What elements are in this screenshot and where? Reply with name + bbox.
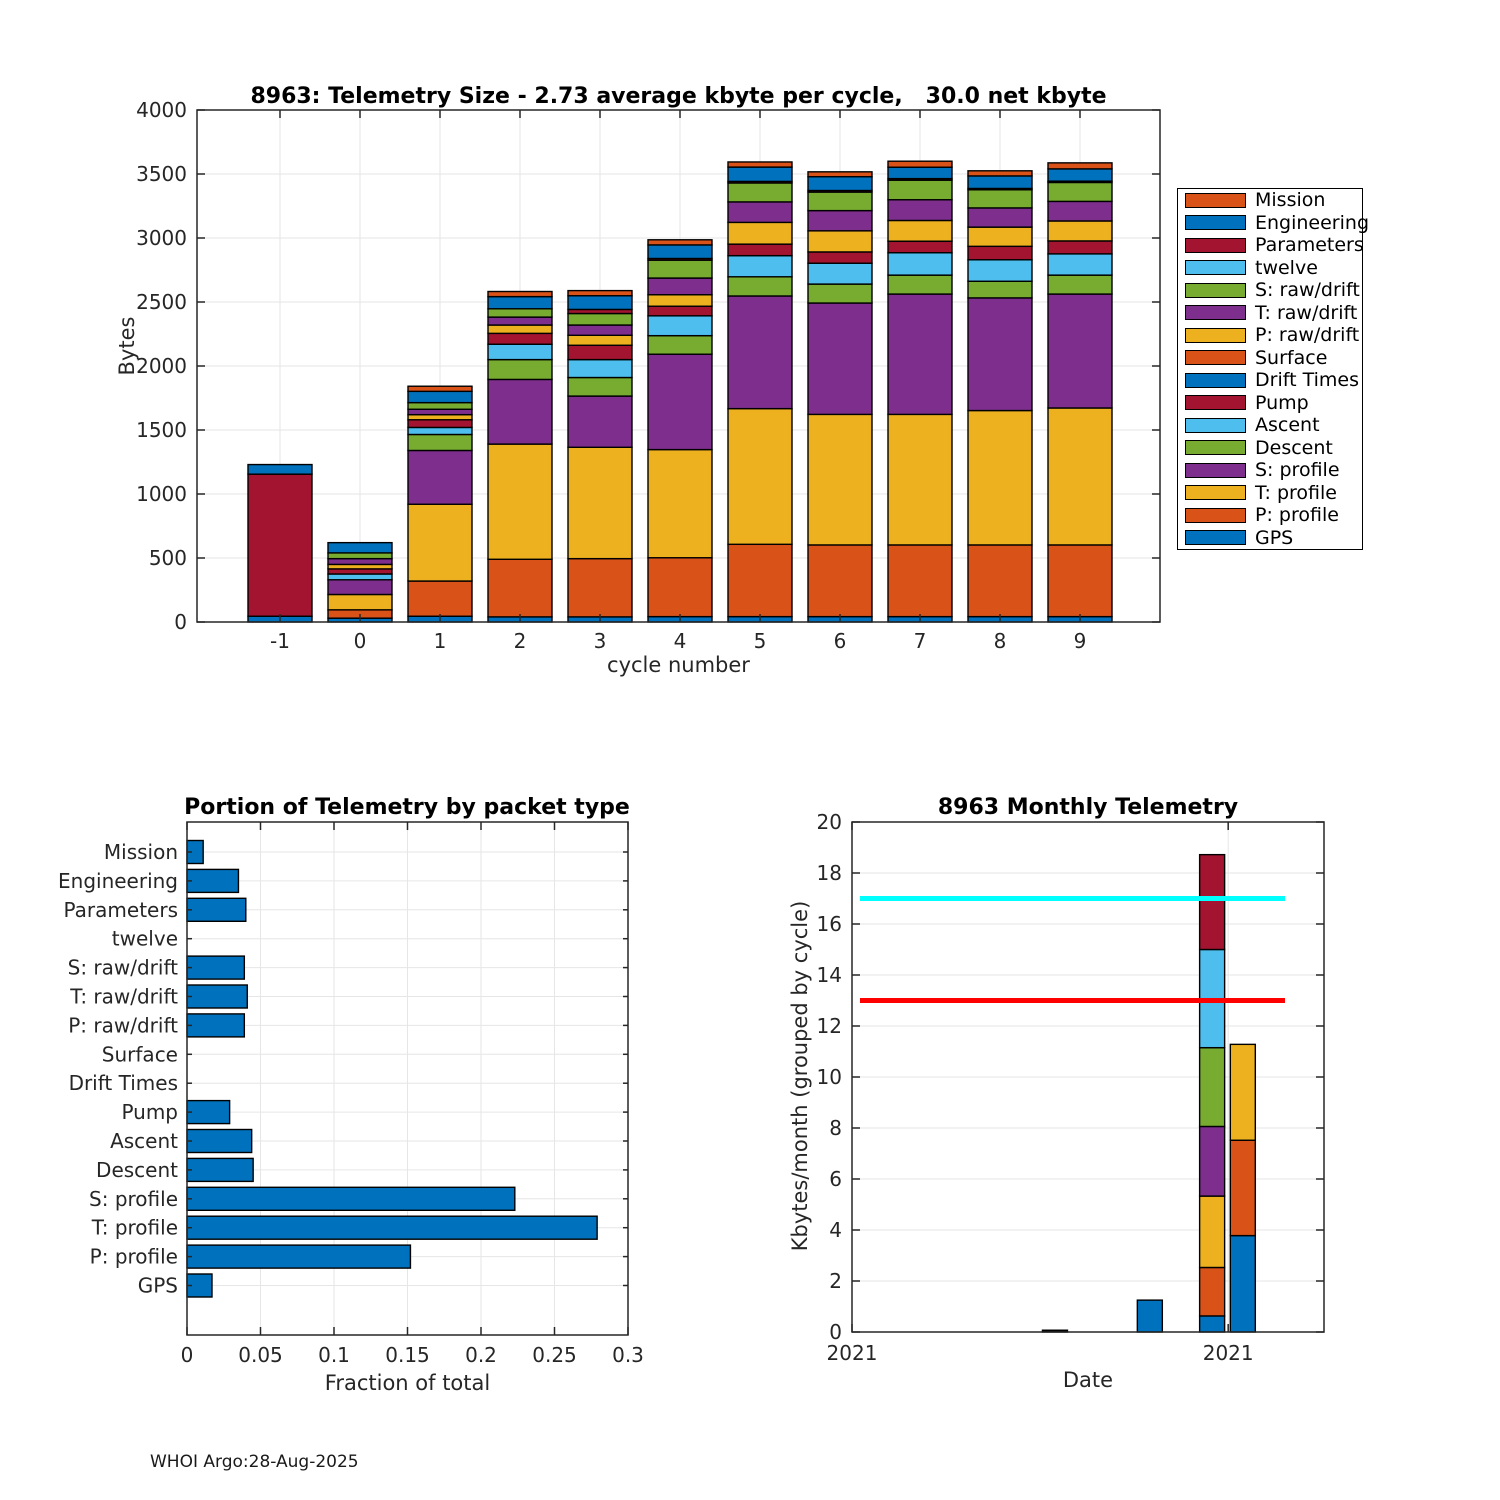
legend-label: twelve [1255, 256, 1318, 279]
bar-segment-engineering [808, 177, 872, 191]
bar-segment-s-profile [728, 296, 792, 409]
legend-label: Engineering [1255, 211, 1369, 234]
bar-segment-ascent [808, 263, 872, 284]
legend-swatch [1185, 508, 1246, 523]
bar-segment-s-profile [1048, 294, 1112, 408]
bar-segment-pump [408, 420, 472, 428]
bar-segment-mission [1048, 163, 1112, 169]
y-tick-label: 2500 [136, 290, 187, 314]
bar-segment-t-raw-drift [968, 208, 1032, 227]
y-category-label: S: raw/drift [67, 955, 178, 980]
monthly-bar-segment [1137, 1300, 1162, 1332]
bar-segment-mission [648, 240, 712, 245]
y-tick-label: 14 [816, 963, 842, 987]
x-tick-label: 0 [353, 629, 367, 653]
portion-bar-descent [187, 1158, 253, 1181]
monthly-bar-segment [1200, 855, 1225, 950]
legend-entry [1185, 257, 1362, 280]
bar-segment-mission [408, 386, 472, 391]
y-category-label: GPS [137, 1273, 178, 1298]
bar-segment-p-raw-drift [888, 220, 952, 241]
bar-segment-descent [568, 378, 632, 397]
legend-entry [1185, 279, 1362, 302]
portion-bar-parameters [187, 898, 246, 921]
bar-segment-s-profile [968, 298, 1032, 411]
bar-segment-mission [488, 292, 552, 297]
monthly-bar-segment [1230, 1140, 1255, 1235]
bar-segment-s-raw-drift [648, 260, 712, 278]
bar-segment-p-profile [728, 544, 792, 616]
telemetry-size-xlabel: cycle number [607, 653, 750, 677]
bar-segment-p-profile [488, 559, 552, 617]
bar-segment-p-profile [888, 545, 952, 617]
x-tick-label: 0.1 [318, 1343, 350, 1367]
x-tick-label: 0.05 [238, 1343, 283, 1367]
x-tick-label: 6 [833, 629, 847, 653]
y-tick-label: 500 [148, 546, 187, 570]
y-category-label: Descent [96, 1157, 178, 1182]
x-tick-label: 1 [433, 629, 447, 653]
monthly-bar-segment [1200, 1196, 1225, 1267]
legend-label: Descent [1255, 436, 1333, 459]
x-tick-label: 0 [180, 1343, 194, 1367]
legend-swatch [1185, 463, 1246, 478]
legend-entry [1185, 347, 1362, 370]
portion-bar-s-profile [187, 1187, 515, 1210]
y-category-label: S: profile [89, 1186, 178, 1211]
bar-segment-engineering [408, 391, 472, 402]
legend-entry [1185, 324, 1362, 347]
bar-segment-descent [1048, 275, 1112, 294]
y-category-label: Ascent [110, 1129, 178, 1153]
portion-bar-ascent [187, 1130, 252, 1153]
bar-segment-p-raw-drift [568, 335, 632, 345]
legend-label: T: raw/drift [1255, 301, 1358, 324]
monthly-chart-ylabel: Kbytes/month (grouped by cycle) [788, 900, 812, 1252]
portion-bar-pump [187, 1101, 230, 1124]
x-tick-label: 5 [753, 629, 767, 653]
legend-swatch [1185, 530, 1246, 545]
legend-swatch [1185, 440, 1246, 455]
bar-segment-p-profile [568, 559, 632, 617]
bar-segment-s-raw-drift [888, 180, 952, 200]
bar-segment-s-raw-drift [968, 190, 1032, 208]
x-tick-label: 2 [513, 629, 527, 653]
bar-segment-descent [408, 434, 472, 450]
y-category-label: T: profile [91, 1215, 178, 1240]
legend-swatch [1185, 193, 1246, 208]
y-category-label: P: profile [89, 1244, 178, 1269]
bar-segment-p-raw-drift [648, 295, 712, 307]
bar-segment-s-raw-drift [1048, 182, 1112, 201]
monthly-bar-segment [1200, 1267, 1225, 1315]
bar-segment-engineering [968, 176, 1032, 189]
bar-segment-p-raw-drift [808, 231, 872, 252]
y-category-label: Parameters [63, 897, 178, 922]
legend-swatch [1185, 238, 1246, 253]
bar-segment-pump [808, 252, 872, 263]
legend-swatch [1185, 283, 1246, 298]
y-category-label: P: raw/drift [68, 1013, 178, 1038]
x-tick-label: 8 [993, 629, 1007, 653]
bar-segment-descent [488, 360, 552, 380]
legend-entry [1185, 437, 1362, 460]
bar-segment-p-raw-drift [488, 325, 552, 333]
legend-swatch [1185, 350, 1246, 365]
bar-segment-t-profile [568, 447, 632, 558]
bar-segment-s-raw-drift [408, 403, 472, 410]
y-tick-label: 4000 [136, 98, 187, 122]
bar-segment-ascent [568, 360, 632, 378]
bar-segment-t-raw-drift [408, 409, 472, 414]
bar-segment-t-profile [728, 409, 792, 545]
y-tick-label: 6 [829, 1167, 842, 1191]
bar-segment-engineering [328, 543, 392, 553]
bar-segment-mission [728, 162, 792, 167]
bar-segment-t-raw-drift [1048, 201, 1112, 221]
bar-segment-engineering [728, 167, 792, 181]
portion-bar-s-raw-drift [187, 956, 244, 979]
y-tick-label: 20 [816, 810, 842, 834]
bar-segment-p-profile [408, 581, 472, 616]
y-tick-label: 3500 [136, 162, 187, 186]
telemetry-size-title: 8963: Telemetry Size - 2.73 average kbyte per cycle, 30.0 net kbyte [250, 84, 1107, 109]
footer-credit: WHOI Argo:28-Aug-2025 [150, 1452, 359, 1472]
legend-entry [1185, 211, 1369, 235]
bar-segment-engineering [568, 296, 632, 310]
bar-segment-t-profile [328, 594, 392, 609]
bar-segment-engineering [488, 297, 552, 309]
y-tick-label: 4 [829, 1218, 842, 1242]
bar-segment-mission [888, 161, 952, 167]
bar-segment-p-profile [1048, 545, 1112, 617]
bar-segment-descent [968, 281, 1032, 298]
y-tick-label: 3000 [136, 226, 187, 250]
bar-segment-descent [648, 336, 712, 355]
y-tick-label: 12 [816, 1014, 842, 1038]
portion-chart-title: Portion of Telemetry by packet type [184, 795, 630, 820]
bar-segment-p-raw-drift [408, 415, 472, 420]
legend-entry [1185, 369, 1362, 392]
legend-entry [1185, 414, 1362, 437]
bar-segment-ascent [408, 427, 472, 434]
legend-entry [1185, 189, 1362, 212]
bar-segment-engineering [1048, 169, 1112, 181]
bar-segment-s-profile [648, 354, 712, 449]
legend-swatch [1185, 395, 1246, 410]
bar-segment-mission [568, 291, 632, 296]
bar-segment-p-profile [808, 545, 872, 617]
bar-segment-pump [568, 345, 632, 359]
legend-entry [1185, 459, 1362, 482]
legend [1177, 188, 1369, 550]
legend-label: Surface [1255, 346, 1328, 369]
portion-bar-p-raw-drift [187, 1014, 244, 1037]
legend-label: Mission [1255, 189, 1326, 212]
bar-segment-t-profile [408, 504, 472, 581]
legend-swatch [1185, 485, 1246, 500]
legend-label: T: profile [1255, 481, 1337, 504]
legend-label: GPS [1255, 526, 1294, 549]
bar-segment-p-raw-drift [728, 222, 792, 244]
bar-segment-t-raw-drift [488, 317, 552, 325]
monthly-bar-segment [1200, 1048, 1225, 1127]
bar-segment-t-raw-drift [808, 211, 872, 231]
bar-segment-s-profile [488, 379, 552, 444]
y-category-label: Drift Times [68, 1071, 178, 1096]
x-tick-label: 7 [913, 629, 927, 653]
bar-segment-parameters [248, 474, 312, 616]
bar-segment-pump [1048, 241, 1112, 254]
bar-segment-mission [808, 172, 872, 177]
bar-segment-t-raw-drift [728, 202, 792, 222]
x-tick-label: 2021 [826, 1341, 878, 1365]
bar-segment-engineering [248, 465, 312, 475]
legend-label: P: profile [1255, 504, 1339, 527]
y-category-label: twelve [111, 926, 178, 951]
y-tick-label: 2000 [136, 354, 187, 378]
bar-segment-t-raw-drift [568, 325, 632, 335]
portion-bar-t-profile [187, 1216, 597, 1239]
bar-segment-p-raw-drift [968, 227, 1032, 246]
legend-entry [1185, 392, 1362, 415]
y-category-label: Pump [121, 1100, 178, 1125]
legend-label: Ascent [1255, 414, 1320, 437]
bar-segment-ascent [1048, 254, 1112, 275]
legend-swatch [1185, 260, 1246, 275]
legend-swatch [1185, 373, 1246, 388]
bar-segment-s-raw-drift [568, 314, 632, 326]
legend-entry [1185, 482, 1362, 505]
bar-segment-t-profile [888, 414, 952, 545]
y-category-label: T: raw/drift [70, 984, 178, 1009]
y-tick-label: 8 [829, 1116, 842, 1140]
monthly-bar-segment [1200, 1316, 1225, 1332]
y-category-label: Engineering [58, 868, 178, 893]
legend-entry [1185, 504, 1362, 527]
legend-entry [1185, 234, 1362, 257]
bar-segment-s-raw-drift [328, 553, 392, 559]
monthly-chart-xlabel: Date [1062, 1368, 1114, 1392]
legend-label: P: raw/drift [1255, 324, 1360, 347]
x-tick-label: 3 [593, 629, 607, 653]
legend-swatch [1185, 418, 1246, 433]
bar-segment-s-profile [808, 303, 872, 414]
legend-label: Pump [1255, 391, 1309, 414]
bar-segment-descent [808, 284, 872, 303]
bar-segment-t-raw-drift [888, 200, 952, 221]
bar-segment-s-profile [888, 294, 952, 414]
bar-segment-p-raw-drift [1048, 221, 1112, 241]
legend-swatch [1185, 328, 1246, 343]
x-tick-label: 4 [673, 629, 687, 653]
bar-segment-descent [728, 277, 792, 296]
y-tick-label: 1000 [136, 482, 187, 506]
bar-segment-t-profile [968, 411, 1032, 545]
monthly-bar-segment [1230, 1236, 1255, 1332]
legend-label: Parameters [1255, 234, 1364, 257]
portion-bar-p-profile [187, 1245, 410, 1268]
x-tick-label: 0.2 [465, 1343, 497, 1367]
bar-segment-s-raw-drift [488, 309, 552, 317]
x-tick-label: -1 [270, 629, 290, 653]
portion-chart-xlabel: Fraction of total [324, 1371, 491, 1395]
bar-segment-s-raw-drift [808, 192, 872, 211]
bar-segment-engineering [888, 167, 952, 178]
legend-label: Drift Times [1255, 369, 1359, 392]
portion-bar-engineering [187, 869, 238, 892]
bar-segment-t-profile [808, 414, 872, 545]
monthly-bar-segment [1200, 1126, 1225, 1196]
bar-segment-ascent [888, 253, 952, 275]
y-tick-label: 18 [816, 861, 842, 885]
legend-label: S: profile [1255, 459, 1340, 482]
y-tick-label: 10 [816, 1065, 842, 1089]
bar-segment-pump [728, 244, 792, 256]
bar-segment-p-profile [648, 558, 712, 617]
bar-segment-t-profile [648, 450, 712, 558]
monthly-bar-segment [1230, 1044, 1255, 1140]
legend-entry [1185, 302, 1362, 325]
bar-segment-engineering [648, 245, 712, 259]
monthly-chart-title: 8963 Monthly Telemetry [937, 795, 1239, 820]
legend-entry [1185, 527, 1362, 550]
bar-segment-descent [888, 275, 952, 294]
bar-segment-t-raw-drift [328, 559, 392, 565]
x-tick-label: 0.3 [612, 1343, 644, 1367]
x-tick-label: 0.25 [532, 1343, 577, 1367]
y-tick-label: 16 [816, 912, 842, 936]
bar-segment-ascent [728, 256, 792, 277]
bar-segment-pump [648, 306, 712, 316]
bar-segment-ascent [328, 574, 392, 580]
bar-segment-s-profile [328, 580, 392, 595]
bar-segment-p-profile [968, 545, 1032, 617]
x-tick-label: 2021 [1202, 1341, 1254, 1365]
y-category-label: Surface [101, 1042, 178, 1067]
bar-segment-t-raw-drift [648, 278, 712, 295]
y-tick-label: 0 [174, 610, 187, 634]
bar-segment-s-profile [568, 396, 632, 447]
legend-swatch [1185, 215, 1246, 230]
legend-label: S: raw/drift [1255, 279, 1360, 302]
x-tick-label: 9 [1073, 629, 1087, 653]
bar-segment-s-profile [408, 450, 472, 504]
bar-segment-pump [328, 569, 392, 574]
bar-segment-t-profile [1048, 408, 1112, 545]
telemetry-size-ylabel: Bytes [115, 316, 139, 376]
bar-segment-pump [968, 246, 1032, 259]
bar-segment-ascent [968, 260, 1032, 282]
y-category-label: Mission [103, 840, 178, 864]
x-tick-label: 0.15 [385, 1343, 430, 1367]
bar-segment-mission [968, 171, 1032, 176]
bar-segment-pump [488, 333, 552, 344]
bar-segment-ascent [488, 344, 552, 359]
bar-segment-ascent [648, 316, 712, 336]
y-tick-label: 2 [829, 1269, 842, 1293]
bar-segment-s-raw-drift [728, 183, 792, 202]
y-tick-label: 1500 [136, 418, 187, 442]
portion-bar-t-raw-drift [187, 985, 247, 1008]
bar-segment-t-profile [488, 444, 552, 559]
y-tick-label: 0 [829, 1320, 842, 1344]
legend-swatch [1185, 305, 1246, 320]
bar-segment-pump [888, 241, 952, 253]
